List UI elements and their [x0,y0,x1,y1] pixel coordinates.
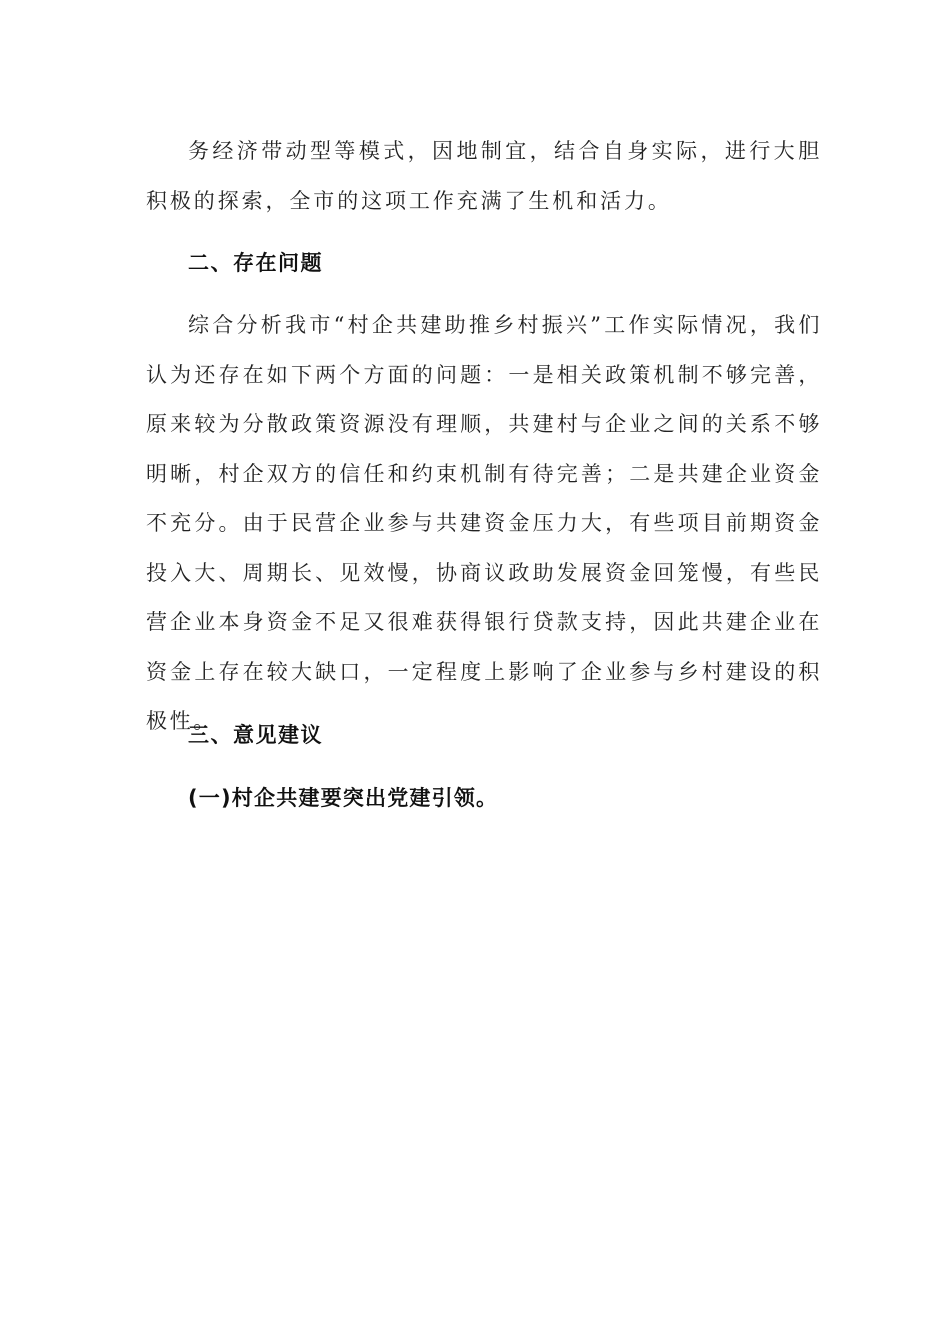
section-heading-problems: 二、存在问题 [188,251,323,275]
section-heading-suggestions: 三、意见建议 [188,723,323,747]
paragraph-continued: 务经济带动型等模式，因地制宜，结合自身实际，进行大胆积极的探索，全市的这项工作充满了生机和活力。 [146,139,822,213]
subheading-party-building: (一)村企共建要突出党建引领。 [188,786,499,810]
paragraph-problems: 综合分析我市“村企共建助推乡村振兴”工作实际情况，我们认为还存在如下两个方面的问题：一是相关政策机制不够完善，原来较为分散政策资源没有理顺，共建村与企业之间的关系不够明晰，村企双方的信任和约束机制有待完善；二是共建企业资金不充分。由于民营企业参与共建资金压力大，有些项目前期资金投入大、周期长、见效慢，协商议政助发展资金回笼慢，有些民营企业本身资金不足又很难获得银行贷款支持，因此共建企业在资金上存在较大缺口，一定程度上影响了企业参与乡村建设的积极性。 [146,313,822,733]
